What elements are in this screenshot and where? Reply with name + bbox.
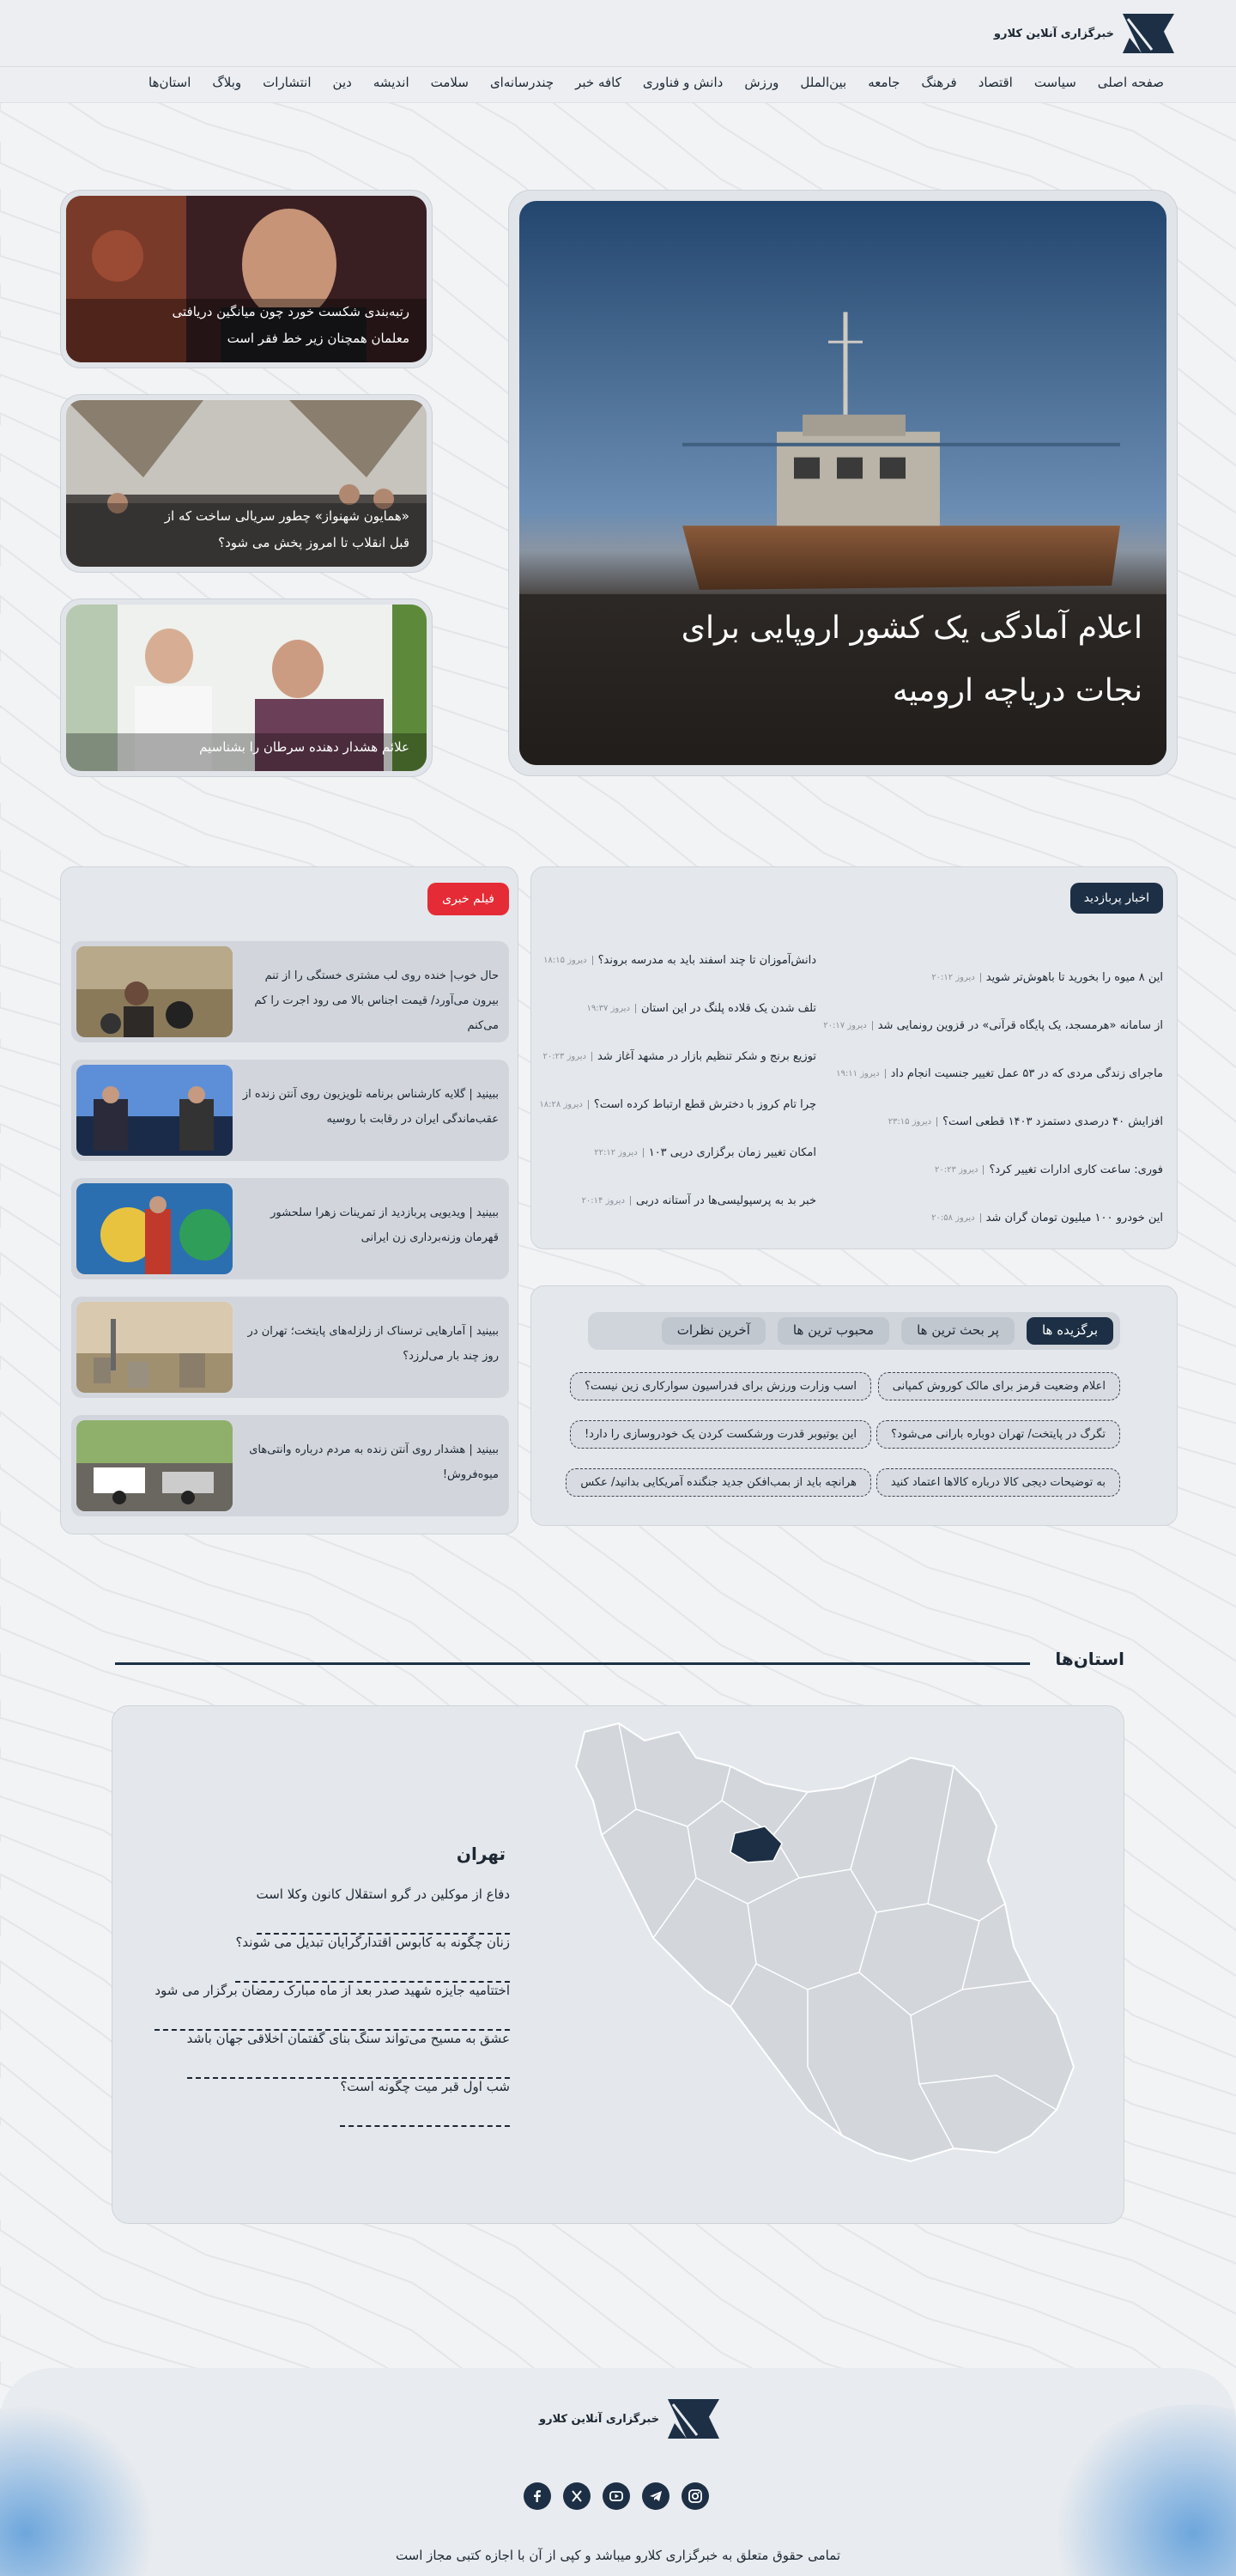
featured-tag[interactable]: این یوتیوبر قدرت ورشکست کردن یک خودروسازی را دارد! (570, 1420, 871, 1449)
most-visited-item[interactable] (823, 1049, 1163, 1097)
tab-bar (588, 1312, 1120, 1350)
most-visited-item[interactable] (539, 1128, 816, 1176)
news-time: دیروز ۲۰:۱۴ (582, 1196, 631, 1206)
nav-item[interactable]: چندرسانه‌ای (489, 75, 554, 90)
hero-title[interactable]: اعلام آمادگی یک کشور اروپایی برای نجات دریاچه ارومیه (681, 611, 1142, 708)
nav-item[interactable]: ورزش (744, 75, 779, 90)
side-story-card[interactable] (60, 598, 433, 777)
youtube-icon[interactable] (603, 2482, 630, 2510)
video-news-title[interactable]: ببینید | هشدار روی آنتن زنده به مردم درباره وانتی‌های میوه‌فروش! (249, 1443, 499, 1481)
most-visited-item[interactable] (823, 1194, 1163, 1242)
most-visited-item[interactable] (823, 1145, 1163, 1194)
news-title[interactable]: خبر بد به پرسپولیسی‌ها در آستانه دربی (636, 1194, 816, 1207)
section-divider (115, 1662, 1030, 1665)
provinces-panel (112, 1705, 1124, 2224)
site-logo[interactable] (994, 12, 1176, 55)
nav-item[interactable]: کافه خبر (575, 75, 621, 90)
video-thumbnail[interactable] (76, 1065, 233, 1156)
nav-item[interactable]: استان‌ها (148, 75, 191, 90)
featured-tabs-panel (530, 1285, 1178, 1526)
video-news-item[interactable] (71, 1297, 509, 1398)
news-time: دیروز ۲۰:۵۸ (931, 1213, 980, 1223)
video-news-item[interactable] (71, 1060, 509, 1161)
most-visited-left-list (539, 936, 816, 1224)
news-title[interactable]: این ۸ میوه را بخورید تا باهوش‌تر شوید (985, 970, 1163, 984)
provinces-section-header (60, 1642, 1124, 1683)
news-time: دیروز ۲۰:۱۷ (823, 1021, 872, 1030)
video-thumbnail[interactable] (76, 1420, 233, 1511)
news-title[interactable]: چرا تام کروز با دخترش قطع ارتباط کرده است؟ (593, 1097, 816, 1111)
copyright-text: تمامی حقوق متعلق به خبرگزاری کلارو میباشد و کپی از آن با اجازه کتبی مجاز است (395, 2548, 841, 2563)
iran-map[interactable] (550, 1706, 1093, 2187)
instagram-icon[interactable] (682, 2482, 709, 2510)
featured-tag[interactable]: تگرگ در پایتخت/ تهران دوباره بارانی می‌شود؟ (876, 1420, 1120, 1449)
province-news-item (106, 2031, 510, 2079)
province-news-link[interactable]: زنان چگونه به کابوس اقتدارگرایان تبدیل می شوند؟ (235, 1935, 510, 1983)
province-news-item (106, 1935, 510, 1983)
main-nav (0, 67, 1236, 103)
nav-item[interactable]: انتشارات (263, 75, 312, 90)
side-story-caption[interactable]: رتبه‌بندی شکست خورد چون میانگین دریافتی معلمان همچنان زیر خط فقر است (172, 304, 409, 346)
news-title[interactable]: فوری: ساعت کاری ادارات تغییر کرد؟ (989, 1163, 1163, 1176)
video-news-panel (60, 866, 518, 1534)
most-visited-panel (530, 866, 1178, 1249)
provinces-title: استان‌ها (1055, 1649, 1124, 1669)
nav-item[interactable]: فرهنگ (921, 75, 957, 90)
province-news-item (106, 1983, 510, 2031)
hero-image (519, 201, 1166, 765)
nav-item[interactable]: بین‌الملل (800, 75, 847, 90)
side-story-image (66, 605, 427, 771)
tab-0[interactable]: برگزیده ها (1027, 1317, 1113, 1345)
video-thumbnail[interactable] (76, 946, 233, 1037)
most-visited-label[interactable]: اخبار پربازدید (1070, 883, 1163, 914)
tab-1[interactable]: پر بحث ترین ها (901, 1317, 1015, 1345)
province-news-item (106, 2079, 510, 2127)
nav-item[interactable]: وبلاگ (212, 75, 242, 90)
nav-item[interactable]: جامعه (868, 75, 900, 90)
site-header (0, 0, 1236, 67)
featured-tag[interactable]: اعلام وضعیت قرمز برای مالک کوروش کمپانی (878, 1372, 1120, 1400)
news-time: دیروز ۲۰:۲۳ (543, 1052, 592, 1061)
most-visited-item[interactable] (539, 984, 816, 1032)
side-story-image (66, 196, 427, 362)
video-news-item[interactable] (71, 1178, 509, 1279)
nav-item[interactable]: دانش و فناوری (642, 75, 724, 90)
news-title[interactable]: توزیع برنج و شکر تنظیم بازار در مشهد آغاز شد (597, 1049, 816, 1063)
side-story-caption[interactable]: «همایون شهنواز» چطور سریالی ساخت که از قبل انقلاب تا امروز پخش می شود؟ (164, 508, 409, 550)
side-story-image (66, 400, 427, 567)
news-title[interactable]: تلف شدن یک قلاده پلنگ در این استان (640, 1001, 816, 1015)
tab-3[interactable]: آخرین نظرات (662, 1317, 766, 1345)
province-news-link[interactable]: دفاع از موکلین در گرو استقلال کانون وکلا است (257, 1886, 511, 1935)
video-news-title[interactable]: حال خوب| خنده روی لب مشتری خستگی را از تنم بیرون می‌آورد/ قیمت اجناس بالا می رود اجرت را کم می‌کنم (254, 969, 499, 1032)
nav-item[interactable]: صفحه اصلی (1097, 75, 1164, 90)
news-time: دیروز ۲۳:۱۵ (888, 1117, 937, 1127)
video-news-label[interactable]: فیلم خبری (427, 883, 509, 915)
video-news-item[interactable] (71, 1415, 509, 1516)
news-time: دیروز ۱۸:۲۸ (539, 1100, 588, 1109)
news-title[interactable]: دانش‌آموزان تا چند اسفند باید به مدرسه بروند؟ (597, 953, 816, 967)
featured-tag[interactable]: به توضیحات دیجی کالا درباره کالاها اعتماد کنید (876, 1468, 1120, 1497)
hero-card[interactable] (508, 190, 1178, 776)
featured-tag[interactable]: اسب وزارت ورزش برای فدراسیون سوارکاری زین نیست؟ (570, 1372, 871, 1400)
news-title[interactable]: از سامانه «هرمسجد، یک پایگاه قرآنی» در قزوین رونمایی شد (877, 1018, 1163, 1032)
side-story-caption[interactable]: علائم هشدار دهنده سرطان را بشناسیم (199, 739, 409, 755)
footer-site-name: خبرگزاری آنلاین کلارو (539, 2412, 660, 2426)
video-thumbnail[interactable] (76, 1302, 233, 1393)
video-news-title[interactable]: ببینید | ویدیویی پربازدید از تمرینات زهرا سلحشور قهرمان وزنه‌برداری زن ایرانی (270, 1206, 499, 1244)
tab-2[interactable]: محبوب ترین ها (778, 1317, 889, 1345)
news-title[interactable]: افزایش ۴۰ درصدی دستمزد ۱۴۰۳ قطعی است؟ (942, 1115, 1163, 1128)
most-visited-item[interactable] (539, 1176, 816, 1224)
most-visited-right-list (823, 953, 1163, 1242)
news-time: دیروز ۲۰:۱۲ (931, 973, 980, 982)
nav-item[interactable]: سیاست (1033, 75, 1076, 90)
nav-item[interactable]: دین (332, 75, 352, 90)
nav-item[interactable]: اقتصاد (978, 75, 1013, 90)
news-title[interactable]: ماجرای زندگی مردی که در ۵۳ عمل تغییر جنسیت انجام داد (890, 1066, 1163, 1080)
video-news-title[interactable]: ببینید | آمارهایی ترسناک از زلزله‌های پایتخت؛ تهران در روز چند بار می‌لرزد؟ (247, 1325, 499, 1363)
video-news-title[interactable]: ببینید | گلایه کارشناس برنامه تلویزیون روی آنتن زنده از عقب‌ماندگی ایران در رقابت با روسیه (242, 1088, 499, 1126)
claro-logo-icon (666, 2397, 721, 2440)
nav-item[interactable]: سلامت (430, 75, 469, 90)
footer-logo[interactable] (539, 2397, 721, 2440)
side-story-card[interactable] (60, 394, 433, 573)
province-news-link[interactable]: شب اول قبر میت چگونه است؟ (340, 2079, 510, 2127)
x-icon[interactable] (563, 2482, 591, 2510)
news-title[interactable]: این خودرو ۱۰۰ میلیون تومان گران شد (985, 1211, 1163, 1224)
news-time: دیروز ۱۹:۱۱ (836, 1069, 885, 1078)
telegram-icon[interactable] (642, 2482, 670, 2510)
side-story-card[interactable] (60, 190, 433, 368)
province-news-item (106, 1886, 510, 1935)
most-visited-item[interactable] (823, 1001, 1163, 1049)
province-news-list (106, 1886, 510, 2127)
featured-tag[interactable]: هرانچه باید از بمب‌افکن جدید جنگنده آمریکایی بدانید/ عکس (566, 1468, 871, 1497)
nav-item[interactable]: اندیشه (373, 75, 409, 90)
news-title[interactable]: امکان تغییر زمان برگزاری دربی ۱۰۳ (648, 1145, 816, 1159)
video-thumbnail[interactable] (76, 1183, 233, 1274)
social-links (524, 2482, 709, 2510)
most-visited-item[interactable] (823, 1097, 1163, 1145)
site-footer (0, 2368, 1236, 2576)
claro-logo-icon (1121, 12, 1176, 55)
news-time: دیروز ۱۸:۱۵ (543, 956, 592, 965)
site-name: خبرگزاری آنلاین کلارو (993, 27, 1114, 40)
selected-province-name: تهران (456, 1844, 506, 1864)
most-visited-item[interactable] (539, 1080, 816, 1128)
news-time: دیروز ۱۹:۳۷ (587, 1004, 636, 1013)
facebook-icon[interactable] (524, 2482, 551, 2510)
news-time: دیروز ۲۰:۲۳ (935, 1165, 984, 1175)
video-news-item[interactable] (71, 941, 509, 1042)
most-visited-item[interactable] (539, 936, 816, 984)
province-news-link[interactable]: عشق به مسیح می‌تواند سنگ بنای گفتمان اخلاقی جهان باشد (187, 2031, 510, 2079)
most-visited-item[interactable] (823, 953, 1163, 1001)
most-visited-item[interactable] (539, 1032, 816, 1080)
province-news-link[interactable]: اختتامیه جایزه شهید صدر بعد از ماه مبارک رمضان برگزار می شود (154, 1983, 510, 2031)
news-time: دیروز ۲۲:۱۲ (594, 1148, 643, 1157)
